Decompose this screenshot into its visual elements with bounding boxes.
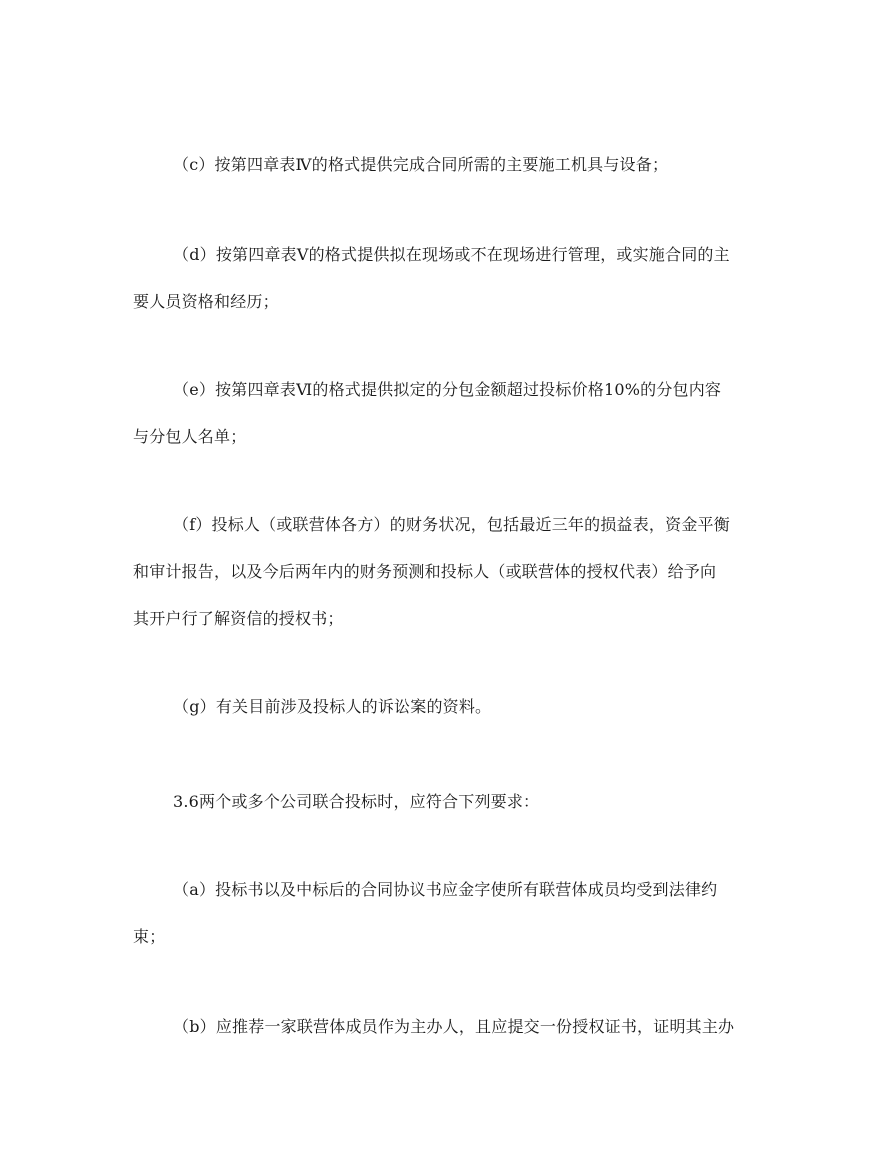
paragraph-g — [133, 683, 773, 730]
paragraph-line: 3.6两个或多个公司联合投标时，应符合下列要求： — [173, 792, 540, 811]
paragraph-line: （f）投标人（或联营体各方）的财务状况，包括最近三年的损益表，资金平衡 — [173, 515, 730, 534]
paragraph-line: （a）投标书以及中标后的合同协议书应金字使所有联营体成员均受到法律约 — [173, 880, 718, 899]
paragraph-a — [133, 866, 773, 960]
paragraph-line: 与分包人名单； — [133, 427, 247, 446]
paragraph-line: （e）按第四章表Ⅵ的格式提供拟定的分包金额超过投标价格10%的分包内容 — [173, 380, 722, 399]
paragraph-d — [133, 231, 773, 325]
paragraph-b — [133, 1003, 773, 1050]
section-3-6 — [133, 778, 773, 825]
paragraph-line: （c）按第四章表Ⅳ的格式提供完成合同所需的主要施工机具与设备； — [173, 155, 669, 174]
paragraph-line: （b）应推荐一家联营体成员作为主办人，且应提交一份授权证书，证明其主办 — [173, 1017, 735, 1036]
paragraph-line: （g）有关目前涉及投标人的诉讼案的资料。 — [173, 697, 492, 716]
paragraph-line: 和审计报告，以及今后两年内的财务预测和投标人（或联营体的授权代表）给予向 — [133, 562, 717, 581]
paragraph-line: 其开户行了解资信的授权书； — [133, 609, 344, 628]
paragraph-f — [133, 501, 773, 642]
paragraph-line: 要人员资格和经历； — [133, 292, 279, 311]
paragraph-line: （d）按第四章表Ⅴ的格式提供拟在现场或不在现场进行管理，或实施合同的主 — [173, 245, 730, 264]
paragraph-e — [133, 366, 773, 460]
paragraph-c — [133, 141, 773, 188]
paragraph-line: 束； — [133, 927, 166, 946]
